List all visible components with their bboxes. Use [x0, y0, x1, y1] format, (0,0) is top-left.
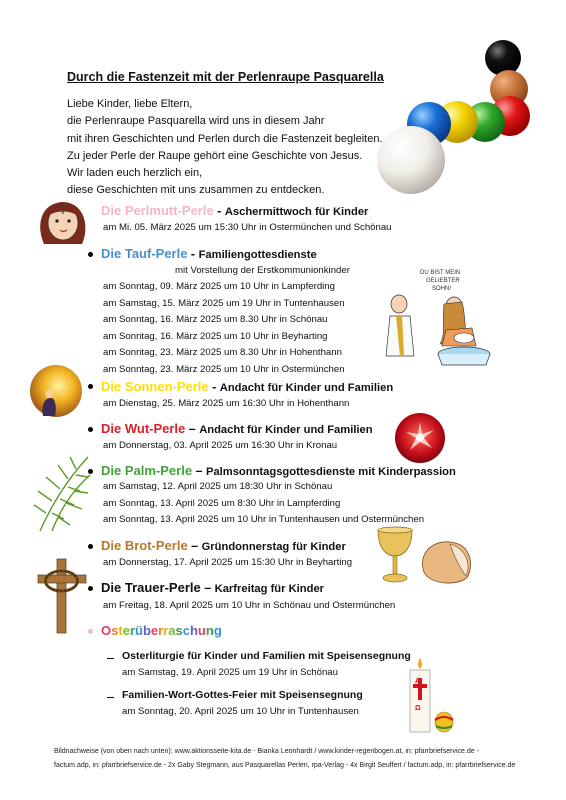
perle-tauf-desc: Familiengottesdienste — [198, 249, 317, 261]
oster-title-letter: n — [205, 623, 214, 638]
black-pearl — [485, 40, 521, 76]
perle-wut-date: am Donnerstag, 03. April 2025 um 16:30 Uhr in Kronau — [103, 440, 338, 451]
oster-title-letter: h — [189, 623, 198, 638]
intro-line: Liebe Kinder, liebe Eltern, — [67, 98, 193, 110]
bullet — [88, 252, 93, 257]
perle-wut-title — [101, 421, 373, 436]
perle-tauf-title — [101, 246, 317, 261]
pearl-caterpillar-illustration — [370, 36, 540, 201]
separator: - — [187, 247, 199, 261]
oster-title-letter: u — [197, 623, 206, 638]
intro-line: mit ihren Geschichten und Perlen durch die Fastenzeit begleiten. — [67, 132, 383, 145]
oster-title-letter: r — [163, 623, 169, 638]
white-pearl — [377, 126, 445, 194]
anger-illustration — [394, 412, 446, 464]
easter-candle-illustration — [404, 656, 460, 736]
perle-trauer-title — [101, 580, 324, 595]
cross-with-crown-of-thorns-illustration — [34, 557, 90, 635]
oster-title-letter: a — [168, 623, 176, 638]
credits-line: Bildnachweise (von oben nach unten): www.aktionsseite-kita.de - Bianka Leonhardt / www.kinder-regenbogen.at, in: pfarrbriefservice.de - — [54, 748, 479, 755]
separator: – — [192, 464, 206, 478]
perle-sonnen-date: am Dienstag, 25. März 2025 um 16:30 Uhr in Hohenthann — [103, 398, 350, 409]
perle-brot-desc: Gründonnerstag für Kinder — [201, 541, 346, 553]
bullet — [88, 544, 93, 549]
baptism-speech-line: GELIEBTER — [426, 278, 460, 284]
oster-item-date: am Samstag, 19. April 2025 um 19 Uhr in Schönau — [122, 667, 338, 678]
bullet — [88, 427, 93, 432]
perle-perlmutt-date: am Mi. 05. März 2025 um 15:30 Uhr in Ostermünchen und Schönau — [103, 222, 392, 233]
palm-branch-illustration — [30, 453, 94, 533]
perle-palm-name: Die Palm-Perle — [101, 463, 193, 478]
intro-line: diese Geschichten mit uns zusammen zu entdecken. — [67, 184, 325, 197]
credits-line: factum.adp, in: pfarrbriefservice.de - 2x Gaby Stegmann, aus Pasquarellas Perlen, rpa-Verlag - 4x Birgit Seuffert / factum.adp, in: pfarrbriefservice.de — [54, 762, 516, 769]
oster-title-letter: c — [182, 623, 190, 638]
perle-sonnen-name: Die Sonnen-Perle — [101, 379, 209, 394]
oster-title-letter: b — [142, 623, 151, 638]
intro-text — [67, 96, 383, 200]
perle-brot-title — [101, 538, 346, 553]
svg-text:Ω: Ω — [415, 705, 421, 712]
bullet — [88, 384, 93, 389]
perle-tauf-date: am Sonntag, 09. März 2025 um 10 Uhr in Lampferding — [103, 281, 335, 292]
oster-title-letter: r — [129, 623, 135, 638]
perle-perlmutt-title — [101, 203, 368, 218]
perle-tauf-date: am Sonntag, 23. März 2025 um 8.30 Uhr in Hohenthann — [103, 347, 342, 358]
intro-line: Wir laden euch herzlich ein, — [67, 167, 203, 180]
baptism-illustration — [380, 264, 492, 366]
perle-tauf-subdesc: mit Vorstellung der Erstkommunionkinder — [175, 265, 350, 276]
dash — [107, 697, 114, 698]
oster-title-letter: O — [101, 623, 112, 638]
perle-palm-date: am Sonntag, 13. April 2025 um 8:30 Uhr in Lampferding — [103, 497, 341, 509]
perle-palm-title — [101, 463, 456, 478]
oster-item-title: Osterliturgie für Kinder und Familien mit Speisensegnung — [122, 650, 411, 662]
separator: - — [213, 204, 225, 218]
oster-title-letter: r — [158, 623, 164, 638]
sun-illustration — [29, 364, 83, 418]
intro-line: die Perlenraupe Pasquarella wird uns in diesem Jahr — [67, 115, 325, 128]
separator: – — [200, 581, 215, 595]
bullet — [88, 629, 93, 634]
separator: - — [208, 380, 220, 394]
oster-item-title: Familien-Wort-Gottes-Feier mit Speisensegnung — [122, 689, 363, 701]
image-credits — [54, 745, 515, 773]
perle-tauf-date: am Sonntag, 23. März 2025 um 10 Uhr in Ostermünchen — [103, 363, 345, 375]
perle-sonnen-desc: Andacht für Kinder und Familien — [219, 382, 394, 394]
intro-line: Zu jeder Perle der Raupe gehört eine Geschichte von Jesus. — [67, 149, 363, 162]
oster-title-letter: e — [122, 623, 130, 638]
baptism-speech-line: SOHN! — [432, 286, 452, 292]
oster-title-letter: s — [111, 623, 119, 638]
osterueberraschung-title — [101, 623, 222, 638]
perle-perlmutt-desc: Aschermittwoch für Kinder — [224, 206, 369, 218]
perle-perlmutt-name: Die Perlmutt-Perle — [101, 203, 214, 218]
perle-trauer-desc: Karfreitag für Kinder — [214, 583, 325, 595]
perle-palm-date: am Samstag, 12. April 2025 um 18:30 Uhr in Schönau — [103, 481, 333, 492]
oster-title-letter: ü — [135, 623, 143, 638]
page-title: Durch die Fastenzeit mit der Perlenraupe Pasquarella — [67, 70, 384, 84]
oster-title-letter: s — [175, 623, 183, 638]
perle-brot-date: am Donnerstag, 17. April 2025 um 15:30 Uhr in Beyharting — [103, 557, 353, 568]
svg-text:A: A — [415, 678, 421, 685]
perle-brot-name: Die Brot-Perle — [101, 538, 188, 553]
chalice-and-bread-illustration — [374, 526, 494, 592]
bullet — [88, 586, 93, 591]
perle-palm-date: am Sonntag, 13. April 2025 um 10 Uhr in Tuntenhausen und Ostermünchen — [103, 514, 425, 525]
bullet — [88, 469, 93, 474]
perle-wut-name: Die Wut-Perle — [101, 421, 186, 436]
perle-tauf-date: am Sonntag, 16. März 2025 um 8.30 Uhr in Schönau — [103, 314, 328, 325]
oster-item-date: am Sonntag, 20. April 2025 um 10 Uhr in Tuntenhausen — [122, 706, 359, 717]
perle-wut-desc: Andacht für Kinder und Familien — [199, 424, 373, 436]
perle-tauf-date: am Sonntag, 16. März 2025 um 10 Uhr in Beyharting — [103, 330, 328, 342]
girl-face-illustration — [34, 196, 92, 248]
oster-title-letter: e — [150, 623, 159, 638]
perle-palm-desc: Palmsonntagsgottesdienste mit Kinderpassion — [205, 466, 456, 478]
perle-tauf-date: am Samstag, 15. März 2025 um 19 Uhr in Tuntenhausen — [103, 297, 345, 309]
perle-sonnen-title — [101, 379, 393, 394]
perle-trauer-date: am Freitag, 18. April 2025 um 10 Uhr in Schönau und Ostermünchen — [103, 600, 396, 611]
baptism-speech-line: DU BIST MEIN — [420, 270, 461, 276]
oster-title-letter: g — [213, 623, 222, 638]
perle-tauf-name: Die Tauf-Perle — [101, 246, 188, 261]
dash — [107, 658, 114, 659]
separator: – — [185, 422, 200, 436]
perle-trauer-name: Die Trauer-Perle — [101, 580, 201, 595]
separator: – — [187, 539, 202, 553]
oster-title-letter: t — [118, 623, 123, 638]
